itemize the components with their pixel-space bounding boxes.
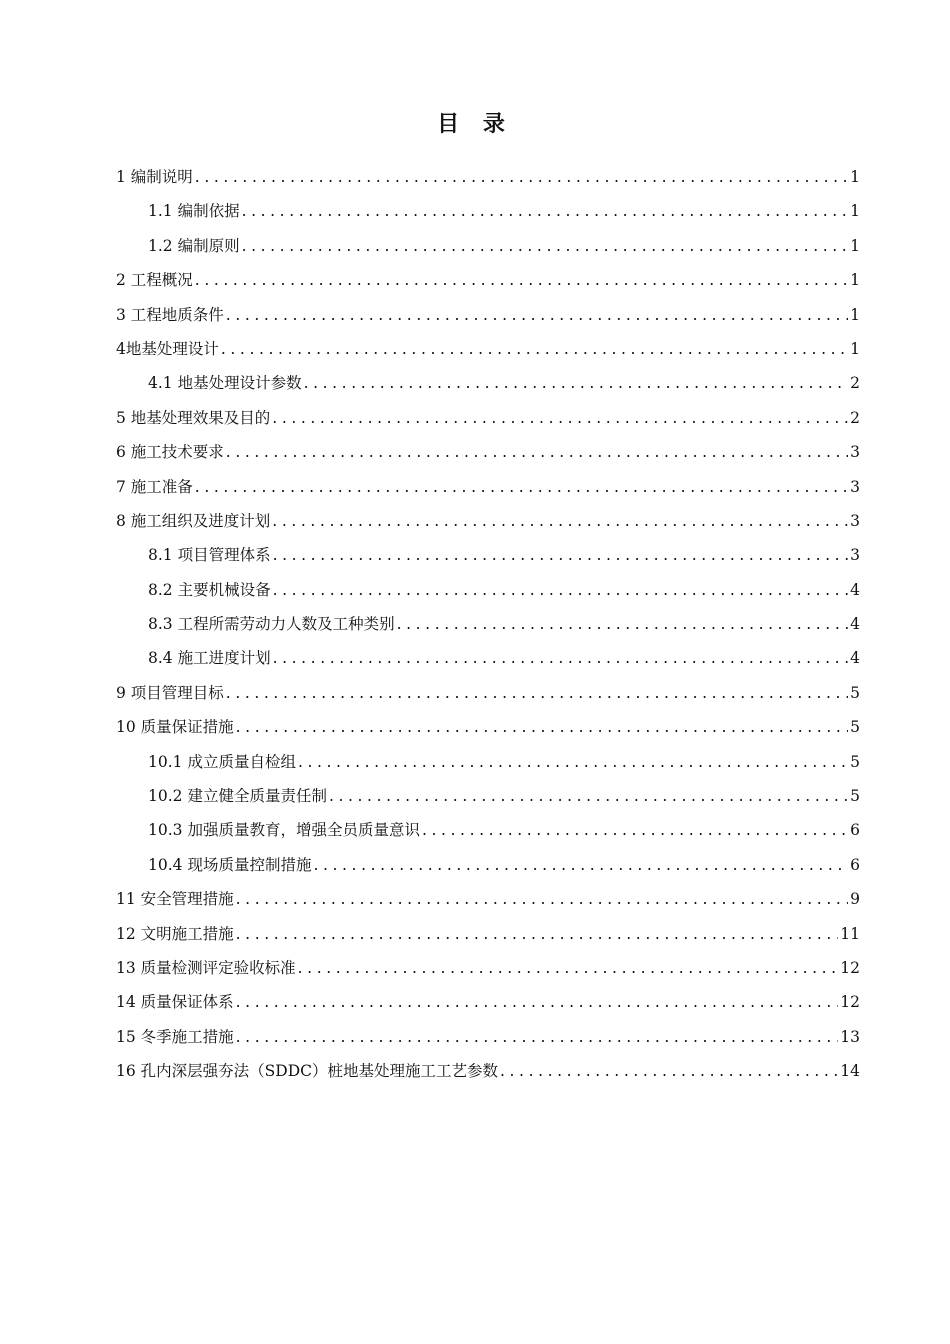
toc-dot-leader xyxy=(500,1054,838,1088)
toc-entry[interactable] xyxy=(116,538,860,572)
toc-page-number: 6 xyxy=(850,855,860,874)
toc-entry-label: 10.2 建立健全质量责任制 xyxy=(148,787,327,806)
toc-entry-label: 4.1 地基处理设计参数 xyxy=(148,374,302,393)
toc-entry-label: 10.4 现场质量控制措施 xyxy=(148,855,312,874)
toc-entry-label: 10.1 成立质量自检组 xyxy=(148,752,296,771)
toc-entry[interactable] xyxy=(116,882,860,916)
toc-entry[interactable] xyxy=(116,194,860,228)
toc-entry[interactable] xyxy=(116,1054,860,1088)
toc-page-number: 1 xyxy=(850,305,860,324)
toc-entry-label: 15 冬季施工措施 xyxy=(116,1027,234,1046)
toc-dot-leader xyxy=(273,538,849,572)
toc-dot-leader xyxy=(195,160,848,194)
toc-page-number: 3 xyxy=(850,477,860,496)
toc-entry[interactable] xyxy=(116,848,860,882)
toc-dot-leader xyxy=(226,676,848,710)
toc-dot-leader xyxy=(273,641,849,675)
toc-entry-label: 8.2 主要机械设备 xyxy=(148,580,271,599)
toc-page-number: 14 xyxy=(840,1062,860,1081)
toc-dot-leader xyxy=(195,263,848,297)
toc-entry[interactable] xyxy=(116,435,860,469)
toc-page-number: 13 xyxy=(840,1027,860,1046)
toc-entry-label: 8 施工组织及进度计划 xyxy=(116,511,271,530)
toc-entry[interactable] xyxy=(116,470,860,504)
toc-page-number: 4 xyxy=(850,649,860,668)
toc-entry-label: 8.1 项目管理体系 xyxy=(148,546,271,565)
toc-dot-leader xyxy=(242,229,849,263)
toc-entry[interactable] xyxy=(116,917,860,951)
toc-page-number: 1 xyxy=(850,168,860,186)
toc-entry-label: 11 安全管理措施 xyxy=(116,890,234,909)
toc-page-number: 4 xyxy=(850,615,860,634)
toc-entry[interactable] xyxy=(116,366,860,400)
toc-page-number: 5 xyxy=(850,718,860,737)
toc-page-number: 5 xyxy=(850,787,860,806)
toc-page-number: 1 xyxy=(850,236,860,255)
toc-dot-leader xyxy=(195,470,848,504)
toc-dot-leader xyxy=(272,504,848,538)
table-of-contents xyxy=(116,160,860,1089)
toc-dot-leader xyxy=(313,848,848,882)
toc-dot-leader xyxy=(226,298,848,332)
toc-entry-label: 6 施工技术要求 xyxy=(116,443,224,462)
toc-dot-leader xyxy=(272,401,848,435)
toc-page-number: 3 xyxy=(850,443,860,462)
toc-entry[interactable] xyxy=(116,573,860,607)
toc-entry-label: 2 工程概况 xyxy=(116,271,193,290)
toc-entry[interactable] xyxy=(116,504,860,538)
toc-dot-leader xyxy=(236,917,839,951)
toc-entry[interactable] xyxy=(116,332,860,366)
toc-page-number: 2 xyxy=(850,374,860,393)
toc-entry-label: 10 质量保证措施 xyxy=(116,718,234,737)
toc-entry[interactable] xyxy=(116,298,860,332)
toc-dot-leader xyxy=(422,813,848,847)
toc-entry-label: 5 地基处理效果及目的 xyxy=(116,408,271,427)
toc-dot-leader xyxy=(236,710,848,744)
toc-page-number: 1 xyxy=(850,339,860,358)
toc-page-number: 9 xyxy=(850,890,860,909)
toc-page-number: 3 xyxy=(850,511,860,530)
toc-dot-leader xyxy=(298,745,848,779)
toc-entry[interactable] xyxy=(116,951,860,985)
toc-dot-leader xyxy=(221,332,848,366)
toc-entry[interactable] xyxy=(116,985,860,1019)
toc-entry[interactable] xyxy=(116,1020,860,1054)
toc-dot-leader xyxy=(242,194,849,228)
toc-entry[interactable] xyxy=(116,607,860,641)
toc-page-number: 2 xyxy=(850,408,860,427)
toc-dot-leader xyxy=(273,573,849,607)
toc-page-number: 3 xyxy=(850,546,860,565)
toc-dot-leader xyxy=(226,435,848,469)
toc-entry-label: 1 编制说明 xyxy=(116,168,193,186)
toc-entry-label: 8.4 施工进度计划 xyxy=(148,649,271,668)
toc-entry-label: 9 项目管理目标 xyxy=(116,683,224,702)
toc-page-number: 1 xyxy=(850,271,860,290)
toc-entry-label: 1.2 编制原则 xyxy=(148,236,240,255)
toc-entry[interactable] xyxy=(116,229,860,263)
toc-page-number: 4 xyxy=(850,580,860,599)
toc-page-number: 6 xyxy=(850,821,860,840)
toc-entry[interactable] xyxy=(116,641,860,675)
toc-entry-label: 3 工程地质条件 xyxy=(116,305,224,324)
toc-entry[interactable] xyxy=(116,745,860,779)
toc-entry-label: 16 孔内深层强夯法（SDDC）桩地基处理施工工艺参数 xyxy=(116,1062,498,1081)
toc-entry-label: 10.3 加强质量教育，增强全员质量意识 xyxy=(148,821,420,840)
toc-entry[interactable] xyxy=(116,401,860,435)
toc-entry-label: 1.1 编制依据 xyxy=(148,202,240,221)
toc-dot-leader xyxy=(304,366,849,400)
toc-dot-leader xyxy=(298,951,839,985)
toc-title: 目 录 xyxy=(437,112,513,137)
toc-entry-label: 7 施工准备 xyxy=(116,477,193,496)
toc-entry[interactable] xyxy=(116,710,860,744)
toc-entry[interactable] xyxy=(116,160,860,194)
toc-page-number: 5 xyxy=(850,683,860,702)
toc-entry[interactable] xyxy=(116,813,860,847)
toc-dot-leader xyxy=(236,1020,839,1054)
toc-entry[interactable] xyxy=(116,676,860,710)
toc-entry-label: 14 质量保证体系 xyxy=(116,993,234,1012)
toc-dot-leader xyxy=(236,985,839,1019)
toc-page-number: 5 xyxy=(850,752,860,771)
toc-dot-leader xyxy=(397,607,849,641)
toc-page-number: 12 xyxy=(840,958,860,977)
toc-entry-label: 12 文明施工措施 xyxy=(116,924,234,943)
toc-entry-label: 8.3 工程所需劳动力人数及工种类别 xyxy=(148,615,395,634)
toc-entry-label: 4地基处理设计 xyxy=(116,339,219,358)
toc-dot-leader xyxy=(236,882,848,916)
toc-page-number: 1 xyxy=(850,202,860,221)
toc-entry[interactable] xyxy=(116,263,860,297)
toc-dot-leader xyxy=(329,779,848,813)
toc-entry[interactable] xyxy=(116,779,860,813)
toc-page-number: 11 xyxy=(840,924,860,943)
toc-page-number: 12 xyxy=(840,993,860,1012)
toc-entry-label: 13 质量检测评定验收标准 xyxy=(116,958,296,977)
